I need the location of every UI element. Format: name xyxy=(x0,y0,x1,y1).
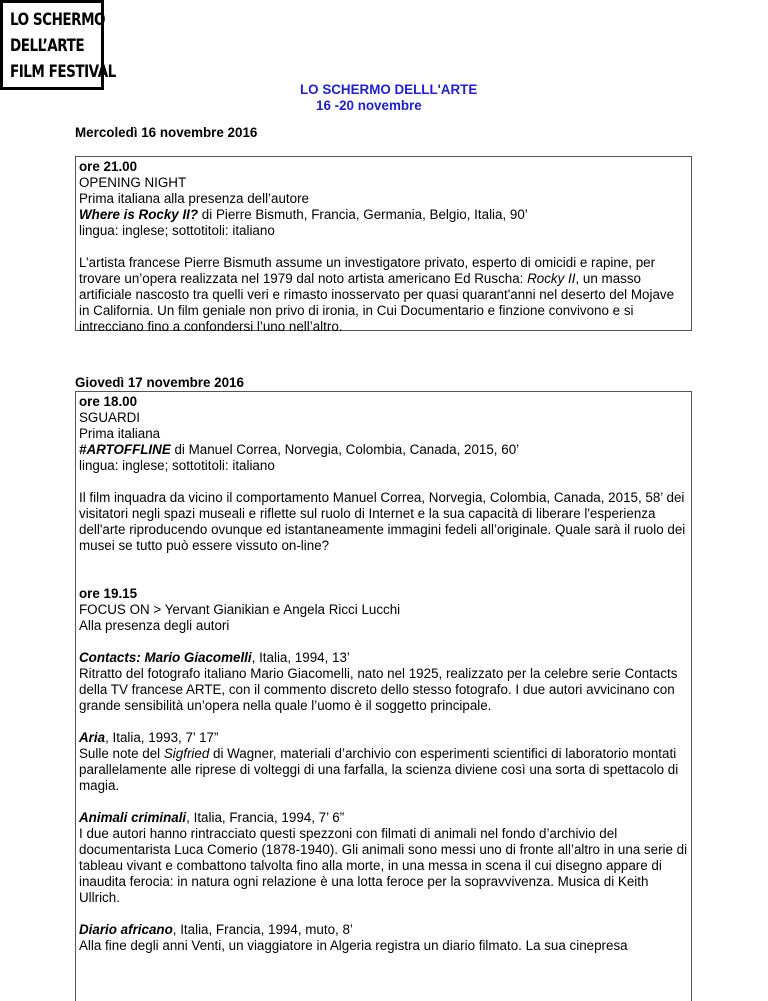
film-credits: , Italia, 1994, 13’ xyxy=(251,650,350,665)
film-language: lingua: inglese; sottotitoli: italiano xyxy=(79,223,275,238)
film-language: lingua: inglese; sottotitoli: italiano xyxy=(79,458,275,473)
event-box-day2 xyxy=(75,391,692,1001)
event-note: Prima italiana xyxy=(79,426,161,441)
film-title: Aria xyxy=(79,730,106,745)
film-credits: , Italia, Francia, 1994, 7’ 6” xyxy=(186,810,345,825)
event-time: ore 19.15 xyxy=(79,586,138,601)
event-section: OPENING NIGHT xyxy=(79,175,187,190)
logo-line-3: FILM FESTIVAL xyxy=(10,62,116,81)
film-title: #ARTOFFLINE xyxy=(79,442,171,457)
film-description: Ritratto del fotografo italiano Mario Giacomelli, nato nel 1925, realizzato per la celebre serie Contacts della TV francese ARTE, con il commento discreto dello stesso fotografo. I due autori avvicinano con grande sensibilità un’opera nella quale l’uomo è il soggetto principale. xyxy=(79,666,678,713)
film-title: Animali criminali xyxy=(79,810,187,825)
event-section: FOCUS ON > Yervant Gianikian e Angela Ricci Lucchi xyxy=(79,602,401,617)
film-title: Diario africano xyxy=(79,922,173,937)
event-note: Alla presenza degli autori xyxy=(79,618,230,633)
event-note: Prima italiana alla presenza dell’autore xyxy=(79,191,310,206)
logo-line-1: LO SCHERMO xyxy=(10,10,106,29)
festival-logo xyxy=(0,0,116,90)
document-header xyxy=(300,82,560,114)
film-title: Contacts: Mario Giacomelli xyxy=(79,650,252,665)
film-description: Sulle note del Sigfried di Wagner, materiali d’archivio con esperimenti scientifici di laboratorio montati parallelamente alle riprese di volteggi di una farfalla, la scienza diviene così una sorta di spettacolo di magia. xyxy=(79,746,679,793)
film-credits: di Manuel Correa, Norvegia, Colombia, Canada, 2015, 60’ xyxy=(170,442,520,457)
film-title: Where is Rocky II? xyxy=(79,207,199,222)
event-time: ore 18.00 xyxy=(79,394,138,409)
header-title: LO SCHERMO DELLL'ARTE xyxy=(300,82,478,97)
film-description: Il film inquadra da vicino il comportamento Manuel Correa, Norvegia, Colombia, Canada, 2015, 58’ dei visitatori negli spazi museali e riflette sul ruolo di Internet e la sua capacità di liberare l'esperienza dell'arte riproducendo ovunque ed istantaneamente immagini fedeli all’originale. Quale sarà il ruolo dei musei se tutto può essere vissuto on-line? xyxy=(79,490,686,553)
film-credits: di Pierre Bismuth, Francia, Germania, Belgio, Italia, 90’ xyxy=(198,207,528,222)
film-credits: , Italia, 1993, 7’ 17” xyxy=(105,730,219,745)
day-heading-2: Giovedì 17 novembre 2016 xyxy=(75,375,244,390)
logo-line-2: DELL’ARTE xyxy=(10,36,85,55)
film-credits: , Italia, Francia, 1994, muto, 8’ xyxy=(172,922,353,937)
event-section: SGUARDI xyxy=(79,410,141,425)
day-heading-1: Mercoledì 16 novembre 2016 xyxy=(75,125,258,140)
header-dates: 16 -20 novembre xyxy=(316,98,422,113)
film-description: L’artista francese Pierre Bismuth assume un investigatore privato, esperto di omicidi e rapine, per trovare un’opera realizzata nel 1979 dal noto artista americano Ed Ruscha: Rocky II, un masso artificiale nascosto tra quelli veri e rimasto inosservato per quasi quarant'anni nel deserto del Mojave in California. Un film geniale non privo di ironia, in Cui Documentario e finzione convivono e si intrecciano fino a confondersi l’uno nell’altro. xyxy=(79,255,675,334)
event-time: ore 21.00 xyxy=(79,159,138,174)
film-description: Alla fine degli anni Venti, un viaggiatore in Algeria registra un diario filmato. La sua cinepresa xyxy=(79,938,628,953)
event-box-opening xyxy=(75,156,692,334)
film-description: I due autori hanno rintracciato questi spezzoni con filmati di animali nel fondo d’archivio del documentarista Luca Comerio (1878-1940). Gli animali sono messi uno di fronte all’altro in una serie di tableau vivant e combattono talvolta fino alla morte, in una messa in scena il cui disegno appare di inaudita ferocia: in natura ogni relazione è una lotta feroce per la sopravvivenza. Musica di Keith Ullrich. xyxy=(79,826,688,905)
